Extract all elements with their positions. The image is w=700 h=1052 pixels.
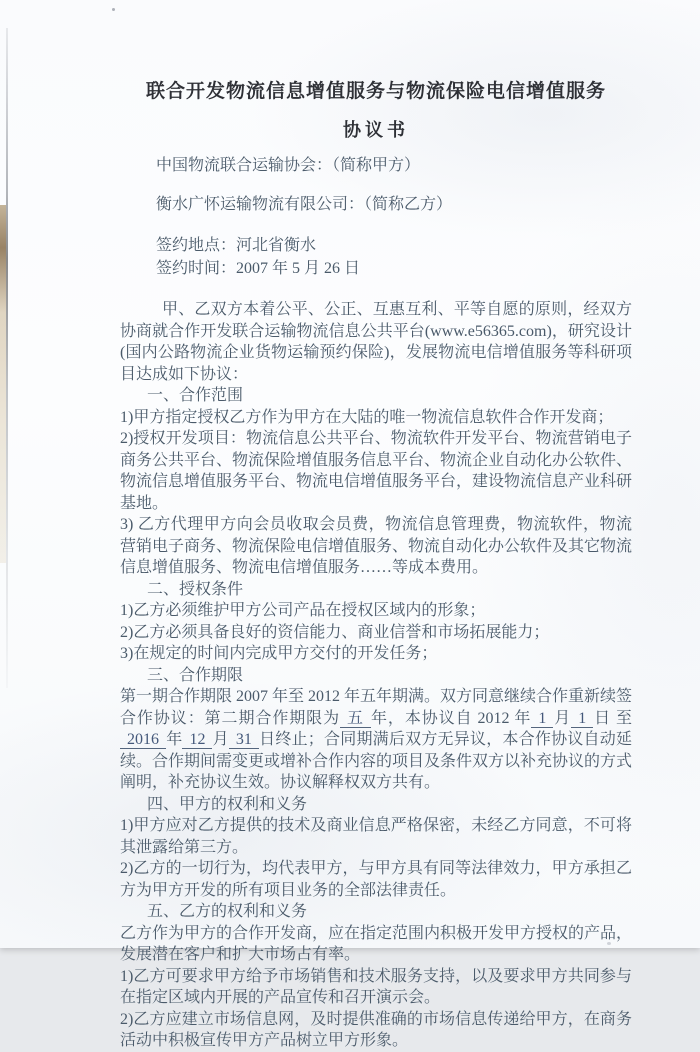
body-paragraph: 1)乙方可要求甲方给予市场销售和技术服务支持，以及要求甲方共同参与在指定区域内开展的产品宣传和召开演示会。 — [120, 967, 632, 1006]
intro-paragraph: 甲、乙双方本着公平、公正、互惠互利、平等自愿的原则，经双方协商就合作开发联合运输物流信息公共平台(www.e56365.com)，研究设计(国内公路物流企业货物运输预约保险)，发展物流电信增值服务等科研项目达成如下协议： — [120, 301, 632, 383]
section-heading: 五、乙方的权利和义务 — [147, 903, 308, 920]
scan-speck — [607, 942, 611, 945]
filled-blank: 12 — [182, 731, 212, 749]
sign-date: 签约时间：2007 年 5 月 26 日 — [156, 260, 361, 277]
body-paragraph: 2)乙方必须具备良好的资信能力、商业信誉和市场拓展能力； — [120, 623, 550, 641]
body-paragraph: 1)甲方应对乙方提供的技术及商业信息严格保密，未经乙方同意，不可将其泄露给第三方。 — [120, 817, 632, 856]
filled-blank: 1 — [571, 710, 593, 728]
body-paragraph: 乙方作为甲方的合作开发商，应在指定范围内积极开发甲方授权的产品，发展潜在客户和扩大市场占有率。 — [120, 924, 633, 963]
body-paragraph: 第一期合作期限 2007 年至 2012 年五年期满。双方同意继续合作重新续签合作协议：第二期合作期限为 五 年，本协议自 2012 年 1 月 1 日 至 2016 年 12 月 31 日终止；合同期满后双方无异议，本合作协议自动延续。合作期间需变更或增补合作内容的项目及条件双方以补充协议的方式阐明，补充协议生效。协议解释权双方共有。 — [120, 688, 633, 791]
scan-edge-artifact-line — [6, 28, 8, 688]
filled-blank: 31 — [229, 731, 259, 749]
document-title-line2: 协议书 — [343, 120, 409, 140]
body-paragraph: 2)授权开发项目：物流信息公共平台、物流软件开发平台、物流营销电子商务公共平台、物流保险增值服务信息平台、物流企业自动化办公软件、物流信息增值服务平台、物流电信增值服务平台，建设物流信息产业科研基地。 — [120, 430, 633, 512]
body-paragraph: 1)甲方指定授权乙方作为甲方在大陆的唯一物流信息软件合作开发商； — [120, 408, 614, 426]
section-heading: 四、甲方的权利和义务 — [147, 795, 308, 813]
filled-blank: 五 — [340, 710, 371, 728]
section-heading: 一、合作范围 — [147, 387, 244, 404]
section-heading: 二、授权条件 — [147, 580, 244, 598]
body-paragraph: 2)乙方的一切行为，均代表甲方，与甲方具有同等法律效力，甲方承担乙方为甲方开发的所有项目业务的全部法律责任。 — [120, 860, 632, 899]
document-title-line1: 联合开发物流信息增值服务与物流保险电信增值服务 — [145, 81, 606, 102]
scan-speck — [112, 8, 115, 11]
party-b-line: 衡水广怀运输物流有限公司：（简称乙方） — [156, 195, 453, 213]
filled-blank: 2016 — [120, 731, 166, 749]
sign-location: 签约地点：河北省衡水 — [156, 237, 317, 254]
section-heading: 三、合作期限 — [147, 666, 244, 684]
body-paragraph: 3) 乙方代理甲方向会员收取会员费，物流信息管理费，物流软件，物流营销电子商务、物流保险电信增值服务、物流自动化办公软件及其它物流信息增值服务、物流电信增值服务……等成本费用。 — [120, 516, 633, 576]
body-paragraph: 3)在规定的时间内完成甲方交付的开发任务； — [120, 645, 438, 662]
body-paragraph: 1)乙方必须维护甲方公司产品在授权区域内的形象； — [120, 602, 486, 619]
signing-info — [156, 234, 632, 280]
body-paragraph: 2)乙方应建立市场信息网，及时提供准确的市场信息传递给甲方，在商务活动中积极宣传甲方产品树立甲方形象。 — [120, 1010, 632, 1049]
filled-blank: 1 — [531, 710, 553, 728]
document-content — [120, 80, 632, 1052]
agreement-body — [120, 299, 632, 1052]
party-a-line: 中国物流联合运输协会：（简称甲方） — [156, 157, 421, 174]
